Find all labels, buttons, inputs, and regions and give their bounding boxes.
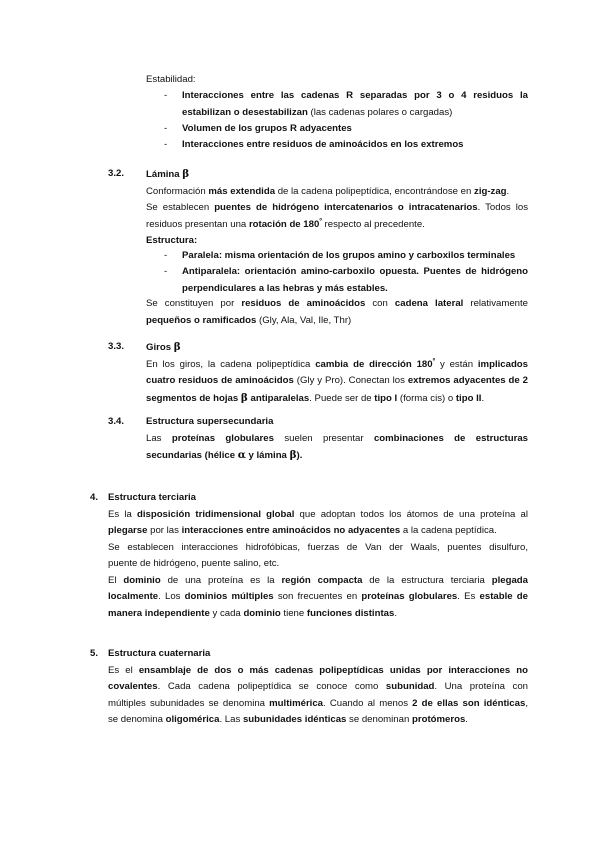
text-line [108,589,528,606]
text-run: tipo II [455,392,482,404]
text-run: Paralela [182,250,219,261]
text-run: º [319,217,322,225]
alpha-symbol: α [237,449,246,461]
text-run: secundarias [146,450,202,461]
text-run: Antiparalela [182,266,237,277]
text-run: rotación de 180 [248,218,320,230]
text-run: Se establecen interacciones hidrofóbicas, fuerzas de Van der Waals, puentes disulfuro, [108,541,528,553]
text-run: plegarse [108,525,148,536]
text-run: protómeros [411,714,466,725]
text-run: cuatro residuos de aminoácidos [146,375,294,386]
text-run: Las [146,432,172,444]
text-run: El [108,574,124,586]
text-run: de la cadena polipeptídica, encontrándose en [275,185,475,197]
text-run: disposición tridimensional global [136,508,295,520]
text-run: dominio [243,607,281,619]
text-line [146,357,528,374]
text-run: extremos adyacentes de 2 [407,375,528,386]
text-run: dominios múltiples [184,591,274,602]
supersecundaria-title: Estructura supersecundaria [146,416,274,427]
text-run: ). [296,450,303,461]
text-run: Es el [108,664,139,676]
text-run: cambia de dirección 180 [315,358,433,370]
text-run: covalentes [108,681,158,692]
text-run: (forma cis) o [397,392,456,404]
lamina-residuos [146,296,528,329]
beta-symbol: β [240,391,248,404]
text-run: Volumen de los grupos R adyacentes [182,123,352,134]
bullet-dash: - [164,139,168,150]
text-run: Interacciones entre residuos de aminoácidos en los extremos [182,139,464,150]
text-run: subunidades idénticas [242,714,347,725]
beta-symbol: β [173,341,181,353]
text-run: puente de hidrógeno, puente salino, etc. [108,558,280,569]
text-line [108,523,528,540]
text-run: estabilizan o desestabilizan [182,106,308,118]
estabilidad-section [146,72,528,89]
text-run: interacciones entre aminoácidos no adyacentes [181,525,401,536]
text-run: y cada [209,607,244,619]
text-run: con [365,298,395,309]
text-run: (Gly, Ala, Val, Ile, Thr) [256,314,352,326]
text-run: ensamblaje de dos o más cadenas polipeptídicas unidas por interacciones no [138,664,529,676]
text-run: tiene [280,607,307,619]
text-run: múltiples subunidades se denomina [108,697,270,709]
lamina-section [146,166,528,250]
text-line [108,679,528,696]
text-run: cadena lateral [394,298,464,309]
text-run: antiparalelas [247,392,310,404]
text-run: . Todos los [477,202,528,213]
text-run: oligomérica [165,714,220,725]
bullet-dash: - [164,90,168,101]
text-run: . [481,392,485,404]
text-run: . [506,185,510,197]
text-run: perpendiculares a las hebras y más estables. [182,282,388,294]
text-run: En los giros, la cadena polipeptídica [146,358,316,370]
text-line [108,573,528,590]
paralela-item [182,248,528,265]
text-run: : misma orientación de los grupos amino y carboxilos terminales [218,250,516,261]
antiparalela-item [182,264,528,297]
lamina-title [146,166,528,184]
bullet-dash: - [164,266,168,277]
text-run: Es la [108,508,137,520]
text-line [108,696,528,713]
text-run: y lámina [245,450,290,461]
text-line [108,712,528,729]
text-run: . Una proteína con [434,681,528,692]
text-run: manera independiente [108,607,210,619]
text-run: (hélice [202,450,238,461]
text-run: por las [147,525,182,536]
text-run: : orientación amino-carboxilo opuesta. Puentes de hidrógeno [236,266,528,277]
text-run: . Las [219,714,243,725]
text-run: Lámina [146,169,183,180]
section-number: 4. [90,492,99,503]
supersecundaria-section [146,414,528,465]
terciaria-section [108,490,528,622]
text-run: a la cadena peptídica. [400,525,497,536]
text-run: respecto al precedente. [321,218,425,230]
estabilidad-item-3 [182,137,528,154]
text-run: plegada [491,574,528,586]
estructura-label: Estructura: [146,235,198,246]
text-run: . Cada cadena polipeptídica se conoce como [157,681,386,692]
text-run: Se establecen [146,202,215,213]
text-run: Giros [146,342,174,353]
cuaternaria-section [108,646,528,729]
text-run: de una proteína es la [160,574,282,586]
text-line [182,264,528,281]
text-run: funciones distintas [306,607,395,619]
text-line [146,217,528,234]
text-run: . Cuando al menos [323,697,413,709]
text-line [146,390,528,408]
text-run: . [465,714,468,725]
text-line [146,373,528,390]
text-run: tipo I [374,392,398,404]
text-run: subunidad [385,681,435,692]
beta-symbol: β [289,449,297,461]
text-run: (Gly y Pro). Conectan los [293,375,408,386]
text-run: Interacciones entre las cadenas R separadas por 3 o 4 residuos la [182,90,528,101]
section-number: 5. [90,648,99,659]
text-line [182,105,528,122]
text-run: localmente [108,591,159,602]
text-run: Se constituyen por [146,298,242,309]
text-run: implicados [477,358,529,370]
text-run: región compacta [281,574,363,586]
estabilidad-item-2 [182,121,528,138]
text-run: se denomina [108,714,166,725]
text-run: . Los [158,591,185,602]
text-run: segmentos de hojas [146,392,241,404]
text-line [146,447,528,465]
giros-section [146,339,528,407]
text-line [146,313,528,330]
estabilidad-item-1 [182,88,528,121]
text-run: Conformación [146,185,209,197]
text-line [108,507,528,524]
beta-symbol: β [182,168,190,180]
text-run: de la estructura terciaria [362,574,492,586]
text-run: residuos de aminoácidos [241,298,366,309]
text-run: relativamente [463,298,528,309]
text-run: puentes de hidrógeno intercatenarios o intracatenarios [214,202,478,213]
text-run: multimérica [269,697,324,709]
text-run: combinaciones de estructuras [373,432,529,444]
text-run: . Es [457,591,480,602]
text-run: . Puede ser de [309,392,375,404]
text-run: estable de [479,591,529,602]
text-run: se denominan [346,714,412,725]
text-run: y están [435,358,478,370]
text-line [108,606,528,623]
text-run: , [525,697,528,709]
bullet-dash: - [164,123,168,134]
text-line [146,296,528,313]
text-run: . [394,607,397,619]
text-run: (las cadenas polares o cargadas) [307,106,453,118]
text-run: proteínas globulares [171,432,274,444]
section-number: 3.2. [108,168,125,179]
text-run: residuos presentan una [146,218,249,230]
bullet-dash: - [164,250,168,261]
text-run: que adoptan todos los átomos de una proteína al [294,508,529,520]
text-run: más extendida [208,185,276,197]
text-line [146,431,528,448]
text-run: zig-zag [474,185,507,197]
text-run: º [432,357,436,365]
terciaria-title: Estructura terciaria [108,492,196,503]
giros-title [146,339,528,357]
cuaternaria-title: Estructura cuaternaria [108,648,211,659]
section-number: 3.3. [108,341,125,352]
text-run: 2 de ellas son idénticas [412,697,526,709]
text-line [146,200,528,217]
text-line [182,248,528,265]
text-run: proteínas globulares [361,591,458,602]
estabilidad-title: Estabilidad: [146,74,196,85]
text-line [108,663,528,680]
section-number: 3.4. [108,416,125,427]
text-run: pequeños o ramificados [146,314,257,326]
text-run: son frecuentes en [273,591,362,602]
text-run: dominio [123,574,161,586]
text-line [146,184,528,201]
text-run: suelen presentar [273,432,374,444]
